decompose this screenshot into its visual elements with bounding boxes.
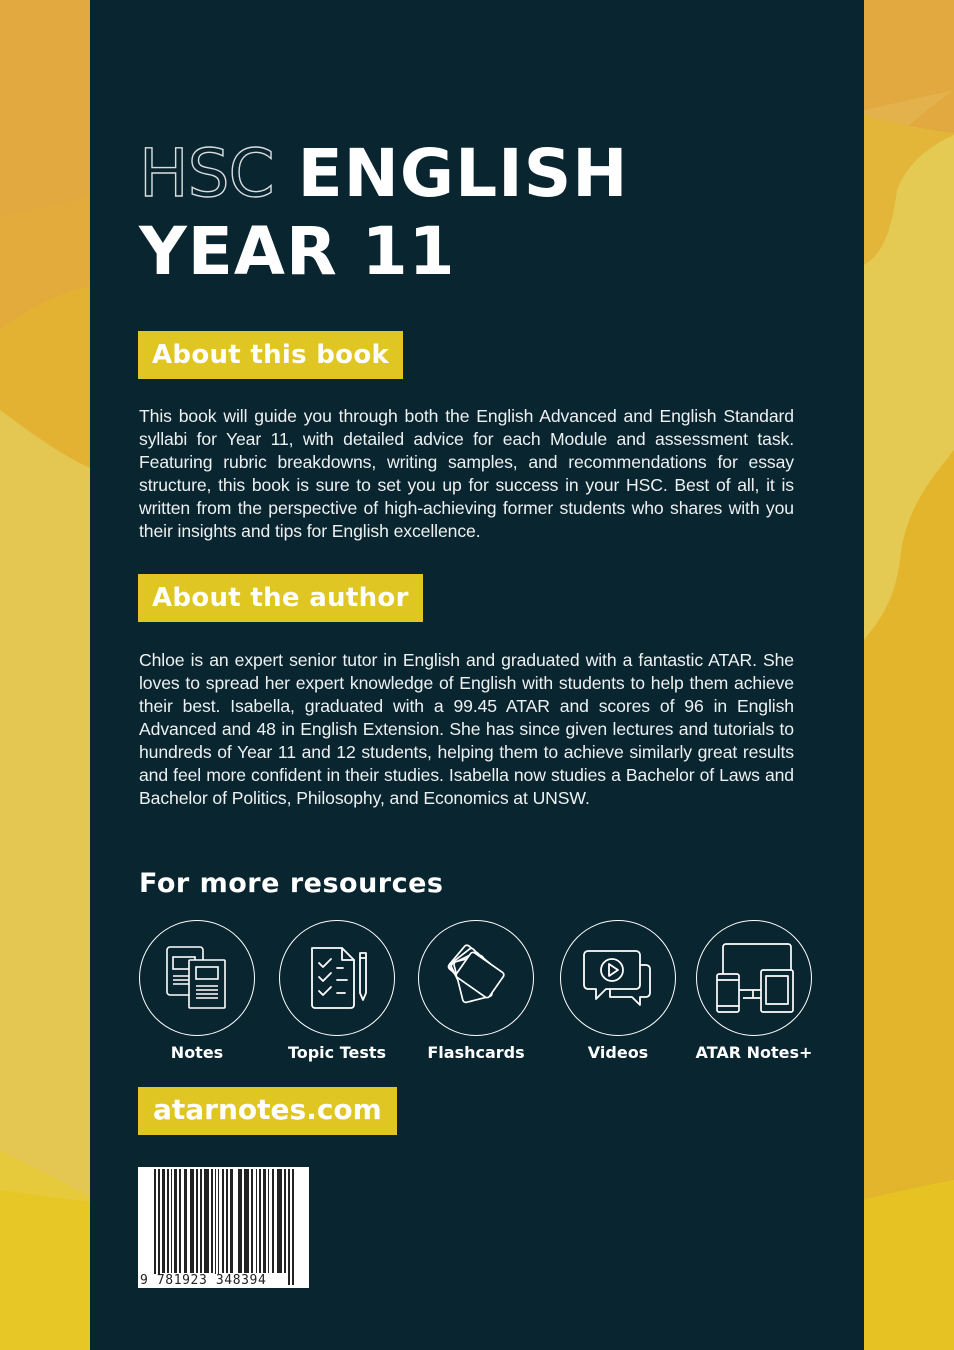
website-link[interactable]: atarnotes.com xyxy=(138,1087,397,1135)
resource-topic-tests xyxy=(262,920,412,1064)
resource-label-topic-tests: Topic Tests xyxy=(287,1043,387,1062)
about-book-text: This book will guide you through both the English Advanced and English Standard syllabi for Year 11, with detailed advice for each Module and assessment task. Featuring rubric breakdowns, writing samples, and recommendations for essay structure, this book is sure to set you up for success in your HSC. Best of all, it is written from the perspective of high-achieving former students who shares with you their insights and tips for English excellence. xyxy=(139,406,794,541)
about-author-text: Chloe is an expert senior tutor in English and graduated with a fantastic ATAR. She loves to spread her expert knowledge of English with students to help them achieve their best. Isabella, graduated with a 99.45 ATAR and scores of 96 in English Advanced and 48 in English Extension. She has since given lectures and tutorials to hundreds of Year 11 and 12 students, helping them to achieve similarly great results and feel more confident in their studies. Isabella now studies a Bachelor of Laws and Bachelor of Politics, Philosophy, and Economics at UNSW. xyxy=(139,650,794,808)
title-line-2: YEAR 11 xyxy=(139,213,456,290)
title-subject: ENGLISH xyxy=(297,135,629,212)
resource-label-atar-notes-plus: ATAR Notes+ xyxy=(695,1043,813,1062)
resource-atar-notes-plus xyxy=(679,920,829,1064)
barcode-bars xyxy=(138,1167,309,1288)
checklist-icon xyxy=(279,920,395,1036)
resource-label-videos: Videos xyxy=(587,1043,649,1062)
title-line-1 xyxy=(139,135,628,213)
isbn-digits: 9 781923 348394 xyxy=(140,1273,267,1288)
video-chat-icon xyxy=(560,920,676,1036)
resource-notes xyxy=(122,920,272,1064)
resource-videos xyxy=(543,920,693,1064)
book-title xyxy=(139,135,628,291)
isbn-barcode xyxy=(138,1167,309,1288)
resource-flashcards xyxy=(401,920,551,1064)
title-outline-text: HSC xyxy=(139,135,274,212)
resource-label-notes: Notes xyxy=(170,1043,224,1062)
about-author-heading: About the author xyxy=(138,574,423,622)
flashcards-icon xyxy=(418,920,534,1036)
devices-icon xyxy=(696,920,812,1036)
resources-heading: For more resources xyxy=(139,868,444,899)
resource-label-flashcards: Flashcards xyxy=(427,1043,525,1062)
about-book-heading: About this book xyxy=(138,331,403,379)
notes-icon xyxy=(139,920,255,1036)
